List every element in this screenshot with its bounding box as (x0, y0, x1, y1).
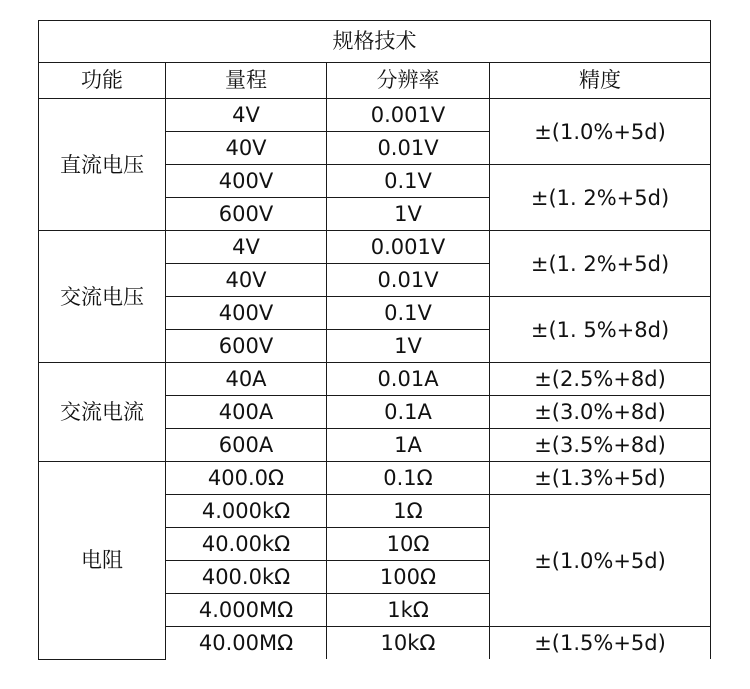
table-row (39, 231, 711, 264)
spec-table (38, 20, 711, 660)
range-cell: 4.000kΩ (166, 495, 327, 528)
header-function: 功能 (39, 63, 166, 99)
resolution-cell: 10kΩ (327, 627, 490, 660)
accuracy-cell: ±(1.0%+5d) (490, 99, 711, 165)
range-cell: 400V (166, 165, 327, 198)
resolution-cell: 0.1V (327, 165, 490, 198)
resolution-cell: 10Ω (327, 528, 490, 561)
range-cell: 4V (166, 99, 327, 132)
resolution-cell: 1A (327, 429, 490, 462)
table-row (39, 462, 711, 495)
header-range: 量程 (166, 63, 327, 99)
range-cell: 400.0Ω (166, 462, 327, 495)
resolution-cell: 100Ω (327, 561, 490, 594)
range-cell: 40V (166, 132, 327, 165)
table-row (39, 363, 711, 396)
resolution-cell: 0.01V (327, 264, 490, 297)
range-cell: 400.0kΩ (166, 561, 327, 594)
range-cell: 4.000MΩ (166, 594, 327, 627)
header-accuracy: 精度 (490, 63, 711, 99)
section-ac-current (39, 363, 711, 462)
accuracy-cell: ±(1. 2%+5d) (490, 231, 711, 297)
range-cell: 600A (166, 429, 327, 462)
range-cell: 600V (166, 198, 327, 231)
accuracy-cell: ±(1. 2%+5d) (490, 165, 711, 231)
table-row (39, 99, 711, 132)
resolution-cell: 1V (327, 330, 490, 363)
accuracy-cell: ±(1. 5%+8d) (490, 297, 711, 363)
range-cell: 4V (166, 231, 327, 264)
resolution-cell: 0.1A (327, 396, 490, 429)
function-cell: 交流电压 (39, 231, 166, 363)
accuracy-cell: ±(3.5%+8d) (490, 429, 711, 462)
range-cell: 40.00MΩ (166, 627, 327, 660)
section-ac-voltage (39, 231, 711, 363)
range-cell: 400V (166, 297, 327, 330)
resolution-cell: 1kΩ (327, 594, 490, 627)
table-head (39, 21, 711, 99)
accuracy-cell: ±(1.0%+5d) (490, 495, 711, 627)
resolution-cell: 0.1Ω (327, 462, 490, 495)
resolution-cell: 0.1V (327, 297, 490, 330)
title-row (39, 21, 711, 63)
accuracy-cell: ±(2.5%+8d) (490, 363, 711, 396)
header-row (39, 63, 711, 99)
resolution-cell: 0.01V (327, 132, 490, 165)
function-cell: 直流电压 (39, 99, 166, 231)
resolution-cell: 0.001V (327, 231, 490, 264)
range-cell: 40.00kΩ (166, 528, 327, 561)
accuracy-cell: ±(1.3%+5d) (490, 462, 711, 495)
accuracy-cell: ±(3.0%+8d) (490, 396, 711, 429)
range-cell: 40A (166, 363, 327, 396)
resolution-cell: 0.01A (327, 363, 490, 396)
function-cell: 交流电流 (39, 363, 166, 462)
function-cell: 电阻 (39, 462, 166, 660)
resolution-cell: 0.001V (327, 99, 490, 132)
range-cell: 600V (166, 330, 327, 363)
accuracy-cell: ±(1.5%+5d) (490, 627, 711, 660)
resolution-cell: 1Ω (327, 495, 490, 528)
section-resistance (39, 462, 711, 660)
resolution-cell: 1V (327, 198, 490, 231)
range-cell: 40V (166, 264, 327, 297)
section-dc-voltage (39, 99, 711, 231)
header-resolution: 分辨率 (327, 63, 490, 99)
table-title: 规格技术 (39, 21, 711, 63)
range-cell: 400A (166, 396, 327, 429)
